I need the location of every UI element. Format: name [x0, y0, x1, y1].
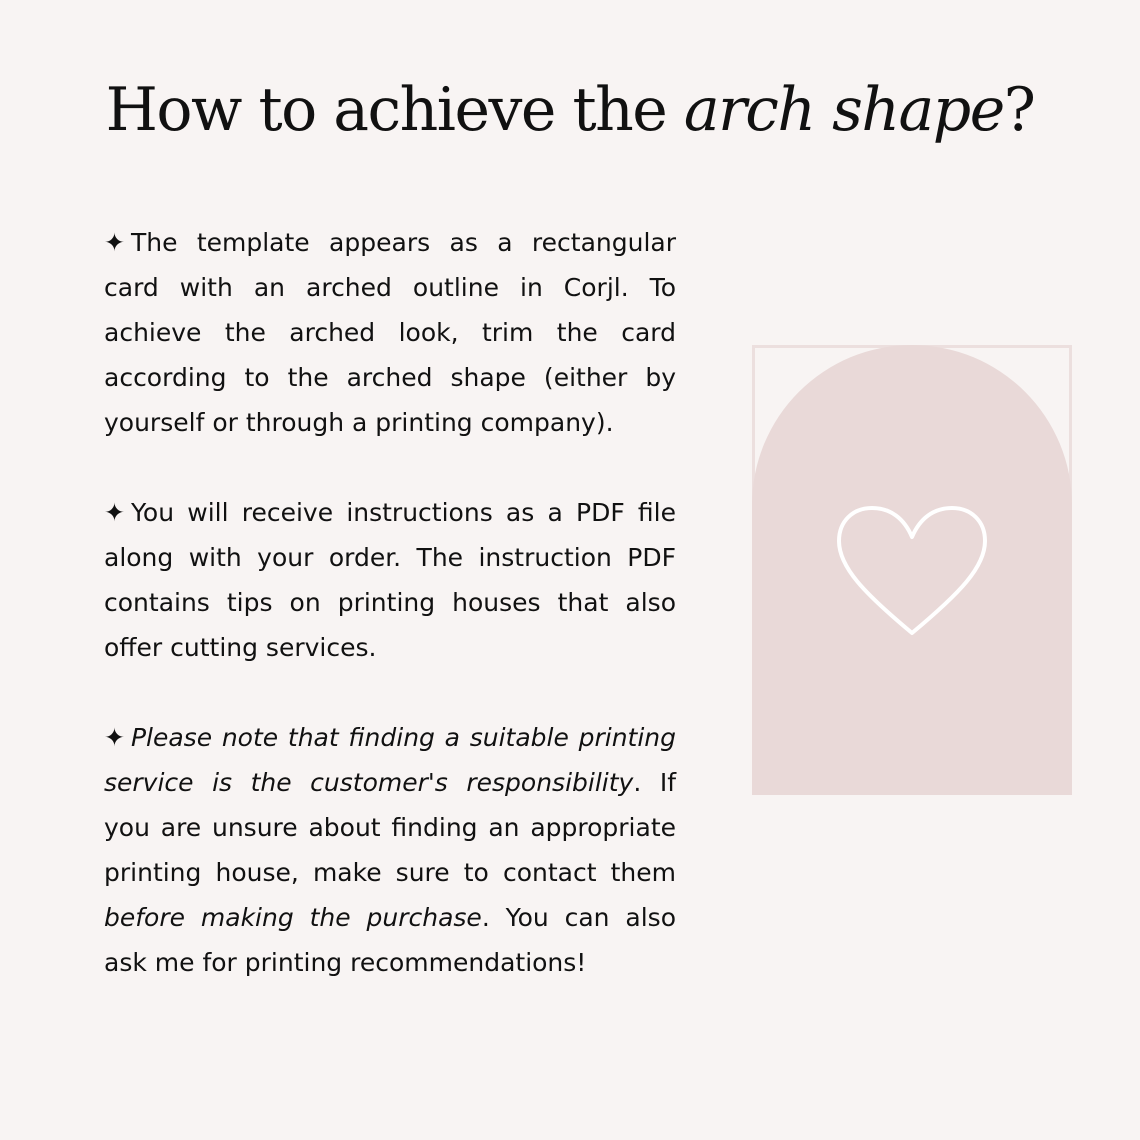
arch-card-illustration	[752, 345, 1072, 795]
italic-note-responsibility: Please note that finding a suitable printing service is the customer's responsibility	[104, 723, 676, 797]
paragraph-text: . You can also ask me for printing recommendations!	[104, 903, 676, 977]
sparkle-icon: ✦	[104, 723, 125, 752]
paragraph-printing-note	[104, 715, 676, 985]
paragraph-text: . If you are unsure about finding an appropriate printing house, make sure to contact them	[104, 768, 676, 887]
title-italic: arch shape	[683, 75, 1004, 145]
title-end: ?	[1003, 75, 1035, 145]
italic-note-before-purchase: before making the purchase	[104, 903, 482, 932]
title-regular: How to achieve the	[105, 75, 684, 145]
paragraph-text: You will receive instructions as a PDF file along with your order. The instruction PDF contains tips on printing houses that also offer cutting services.	[104, 498, 676, 662]
page-title	[0, 68, 1140, 152]
paragraph-pdf-instructions	[104, 490, 676, 670]
arch-shape	[752, 345, 1072, 795]
arch-card-svg	[752, 345, 1072, 795]
sparkle-icon: ✦	[104, 228, 125, 257]
sparkle-icon: ✦	[104, 498, 125, 527]
paragraph-trim-card	[104, 220, 676, 445]
paragraph-text: The template appears as a rectangular card with an arched outline in Corjl. To achieve the arched look, trim the card according to the arched shape (either by yourself or through a printing company).	[104, 228, 676, 437]
